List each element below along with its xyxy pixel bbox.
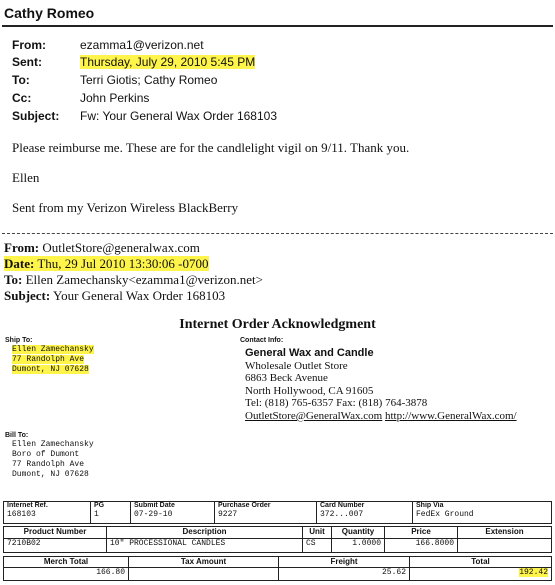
price: 166.8000	[385, 539, 458, 553]
pg-value: 1	[94, 510, 99, 519]
company-name: General Wax and Candle	[245, 347, 374, 359]
col-header: Description	[107, 527, 303, 539]
contact-line: Wholesale Outlet Store	[245, 359, 348, 372]
bill-to-line: Dumont, NJ 07628	[12, 470, 89, 479]
internet-ref-label: Internet Ref.	[7, 502, 48, 509]
ship-to-label: Ship To:	[5, 337, 33, 344]
pg-cell	[91, 502, 131, 524]
card-number-label: Card Number	[320, 502, 365, 509]
email2-from-row	[4, 240, 200, 256]
unit: CS	[303, 539, 332, 553]
freight: 25.62	[279, 568, 410, 581]
description: 10" PROCESSIONAL CANDLES	[107, 539, 303, 553]
contact-line: 6863 Beck Avenue	[245, 372, 328, 385]
subject-value: Fw: Your General Wax Order 168103	[80, 109, 277, 123]
ship-to-line: Ellen Zamechansky	[12, 345, 94, 354]
col-header: Product Number	[4, 527, 107, 539]
tax-amount	[129, 568, 279, 581]
col-header: Unit	[303, 527, 332, 539]
email1-sent-row	[12, 55, 255, 69]
col-header: Extension	[458, 527, 552, 539]
bill-to-address	[12, 440, 94, 480]
line-items-table	[3, 526, 552, 553]
subject-label: Subject:	[12, 109, 60, 123]
purchase-order-label: Purchase Order	[218, 502, 271, 509]
purchase-order-cell	[215, 502, 317, 524]
to-label: To:	[12, 73, 30, 87]
bill-to-line: Boro of Dumont	[12, 450, 80, 459]
ship-via-cell	[413, 502, 552, 524]
fwd-date-label: Date:	[4, 256, 35, 271]
ship-to-address	[12, 345, 94, 375]
ship-via-value: FedEx Ground	[416, 510, 474, 519]
order-info-table	[3, 501, 552, 524]
contact-line: Tel: (818) 765-6357 Fax: (818) 764-3878	[245, 397, 428, 410]
email2-date-row	[4, 256, 209, 272]
pg-label: PG	[94, 502, 105, 509]
sent-label: Sent:	[12, 55, 42, 69]
fwd-subject-value: Your General Wax Order 168103	[53, 288, 226, 303]
forward-divider	[2, 233, 553, 234]
fwd-to-value: Ellen Zamechansky<ezamma1@verizon.net>	[25, 272, 263, 287]
totals-header	[4, 557, 552, 568]
submit-date-value: 07-29-10	[134, 510, 173, 519]
col-header: Quantity	[332, 527, 385, 539]
fwd-from-label: From:	[4, 240, 40, 255]
fwd-from-value: OutletStore@generalwax.com	[42, 240, 200, 255]
bill-to-line: Ellen Zamechansky	[12, 440, 94, 449]
bill-to-line: 77 Randolph Ave	[12, 460, 85, 469]
totals-table	[3, 556, 552, 581]
email1-to-row	[12, 73, 217, 87]
email1-subject-row	[12, 109, 277, 123]
contact-email-link[interactable]: OutletStore@GeneralWax.com	[245, 409, 383, 422]
contact-web-link[interactable]: http://www.GeneralWax.com/	[384, 409, 517, 422]
contact-info	[245, 347, 517, 423]
internet-ref-cell	[4, 502, 91, 524]
order-total: 192.42	[519, 568, 548, 577]
sender-name: Cathy Romeo	[4, 5, 95, 21]
card-number-cell	[317, 502, 413, 524]
from-value: ezamma1@verizon.net	[80, 38, 204, 52]
totals-col-header: Total	[410, 557, 552, 568]
ship-to-line: Dumont, NJ 07628	[12, 365, 89, 374]
extension	[458, 539, 552, 553]
order-total-cell	[410, 568, 552, 581]
acknowledgment-title: Internet Order Acknowledgment	[179, 317, 376, 332]
totals-col-header: Freight	[279, 557, 410, 568]
purchase-order-value: 9227	[218, 510, 238, 519]
product-number: 7210B02	[4, 539, 107, 553]
ship-to-line: 77 Randolph Ave	[12, 355, 85, 364]
sent-value: Thursday, July 29, 2010 5:45 PM	[80, 55, 256, 69]
table-row	[4, 539, 552, 553]
body-line-1: Please reimburse me. These are for the candlelight vigil on 9/11. Thank you.	[12, 140, 410, 155]
fwd-subject-label: Subject:	[4, 288, 51, 303]
fwd-date-value: Thu, 29 Jul 2010 13:30:06 -0700	[37, 256, 209, 271]
contact-line: North Hollywood, CA 91605	[245, 384, 374, 397]
col-header: Price	[385, 527, 458, 539]
from-label: From:	[12, 38, 46, 52]
cc-value: John Perkins	[80, 91, 150, 105]
email2-subject-row	[4, 288, 225, 304]
internet-ref-value: 168103	[7, 510, 36, 519]
email1-from-row	[12, 38, 204, 52]
merch-total: 166.80	[4, 568, 129, 581]
submit-date-cell	[131, 502, 215, 524]
submit-date-label: Submit Date	[134, 502, 175, 509]
cc-label: Cc:	[12, 91, 32, 105]
quantity: 1.0000	[332, 539, 385, 553]
bill-to-label: Bill To:	[5, 432, 29, 439]
email1-cc-row	[12, 91, 149, 105]
body-line-2: Ellen	[12, 170, 40, 185]
totals-row	[4, 568, 552, 581]
contact-info-label: Contact Info:	[240, 337, 284, 344]
totals-col-header: Tax Amount	[129, 557, 279, 568]
ship-via-label: Ship Via	[416, 502, 444, 509]
card-number-value: 372...007	[320, 510, 364, 519]
totals-col-header: Merch Total	[4, 557, 129, 568]
email2-to-row	[4, 272, 263, 288]
header-rule	[2, 25, 553, 27]
to-value: Terri Giotis; Cathy Romeo	[80, 73, 218, 87]
line-items-header	[4, 527, 552, 539]
body-line-3: Sent from my Verizon Wireless BlackBerry	[12, 200, 239, 215]
fwd-to-label: To:	[4, 272, 23, 287]
